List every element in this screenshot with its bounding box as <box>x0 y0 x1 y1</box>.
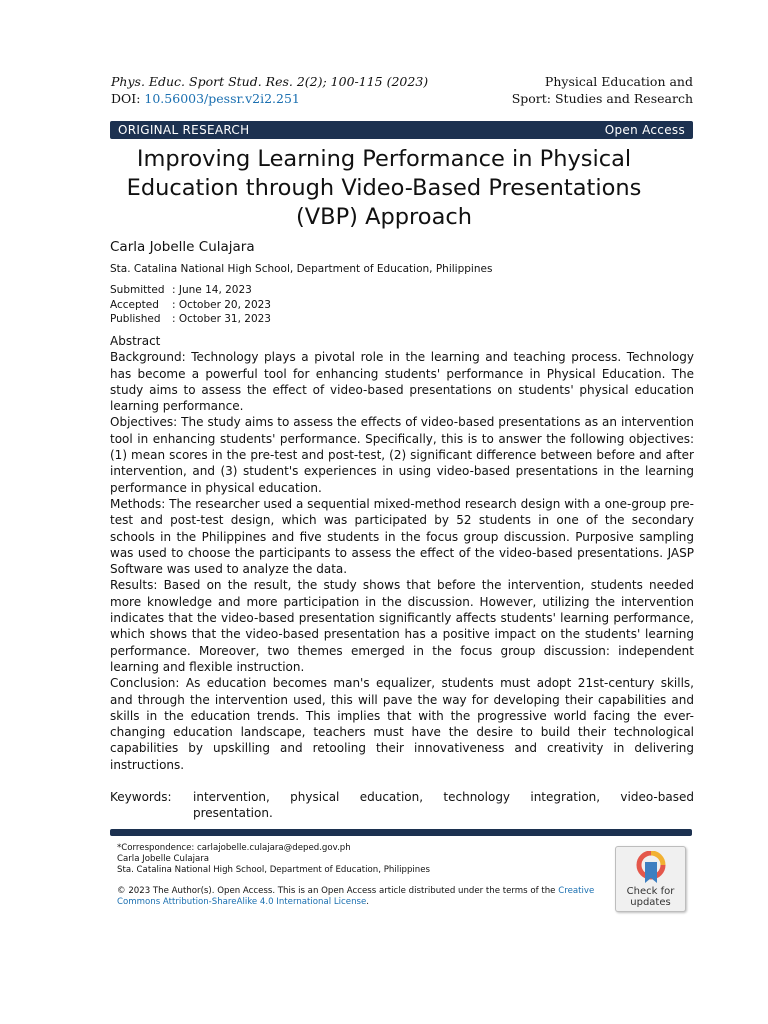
abstract <box>110 333 694 773</box>
date-value: : October 31, 2023 <box>172 313 271 325</box>
author-name: Carla Jobelle Culajara <box>110 239 255 255</box>
date-value: : June 14, 2023 <box>172 284 252 296</box>
date-accepted <box>110 298 271 313</box>
author-affiliation: Sta. Catalina National High School, Department of Education, Philippines <box>110 263 493 275</box>
badge-line2: updates <box>630 897 671 908</box>
article-title: Improving Learning Performance in Physical Education through Video-Based Presentations (VBP) Approach <box>126 146 642 230</box>
doi-label: DOI: <box>111 91 145 106</box>
open-access-label: Open Access <box>604 123 685 137</box>
journal-name <box>512 73 693 107</box>
article-dates <box>110 283 271 327</box>
abstract-methods: Methods: The researcher used a sequential mixed-method research design with a one-group pre-test and post-test design, which was participated by 52 students in one of the secondary schools in the Philippines and five students in the focus group discussion. Purposive sampling was used to choose the participants to assess the effect of the video-based presentations. JASP Software was used to analyze the data. <box>110 496 694 577</box>
license-suffix: . <box>366 897 370 907</box>
badge-line1: Check for <box>626 886 675 897</box>
doi-link[interactable]: 10.56003/pessr.v2i2.251 <box>144 91 300 106</box>
keywords-text: intervention, physical education, technology integration, video-based presentation. <box>193 790 694 821</box>
check-for-updates-icon <box>636 851 666 885</box>
abstract-objectives: Objectives: The study aims to assess the effects of video-based presentations as an intervention tool in enhancing students' performance. Specifically, this is to answer the following objectives: (1) mean scores in the pre-test and post-test, (2) significant difference between before and after intervention, and (3) student's experiences in using video-based presentations in the learning performance in physical education. <box>110 415 694 495</box>
keywords-label: Keywords: <box>110 790 172 804</box>
citation-block <box>111 73 428 107</box>
license-statement <box>117 886 607 908</box>
abstract-results: Results: Based on the result, the study shows that before the intervention, students needed more knowledge and more participation in the discussion. However, utilizing the intervention indicates that the video-based presentation significantly affects students' learning performance, which shows that the video-based presentation has a positive impact on the students' learning performance. Moreover, two themes emerged in the focus group discussion: independent learning and flexible instruction. <box>110 578 694 674</box>
license-prefix: © 2023 The Author(s). Open Access. This is an Open Access article distributed under the terms of the <box>117 886 559 896</box>
date-value: : October 20, 2023 <box>172 298 271 311</box>
check-for-updates-badge[interactable] <box>615 846 686 912</box>
journal-name-line1: Physical Education and <box>544 74 693 89</box>
date-submitted <box>110 283 271 298</box>
date-published <box>110 312 271 327</box>
date-label: Published <box>110 313 161 325</box>
journal-citation: Phys. Educ. Sport Stud. Res. 2(2); 100-115 (2023) <box>111 74 429 89</box>
footnote-author: Carla Jobelle Culajara <box>117 854 210 864</box>
footer-divider <box>110 829 692 836</box>
date-label: Submitted <box>110 284 165 296</box>
footnote <box>117 843 607 908</box>
abstract-conclusion: Conclusion: As education becomes man's equalizer, students must adopt 21st-century skills, and through the intervention used, this will pave the way for developing their capabilities and skills in the education trends. This implies that with the progressive world facing the ever-changing education landscape, teachers must have the desire to build their technological capabilities by upskilling and retooling their innovativeness and creativity in delivering instructions. <box>110 676 694 772</box>
journal-name-line2: Sport: Studies and Research <box>511 91 693 106</box>
date-label: Accepted <box>110 298 159 311</box>
abstract-heading: Abstract <box>110 334 161 348</box>
license-link[interactable]: Creative Commons Attribution-ShareAlike 4.0 International License <box>117 886 595 907</box>
article-category: ORIGINAL RESEARCH <box>118 123 250 137</box>
correspondence: *Correspondence: carlajobelle.culajara@deped.gov.ph <box>117 843 351 853</box>
doi-line <box>111 90 428 107</box>
abstract-background: Background: Technology plays a pivotal role in the learning and teaching process. Technology has become a powerful tool for enhancing students' performance in Physical Education. The study aims to assess the effect of video-based presentations on students' physical education learning performance. <box>110 350 694 414</box>
footnote-affiliation: Sta. Catalina National High School, Department of Education, Philippines <box>117 865 430 875</box>
article-type-banner <box>110 121 693 139</box>
